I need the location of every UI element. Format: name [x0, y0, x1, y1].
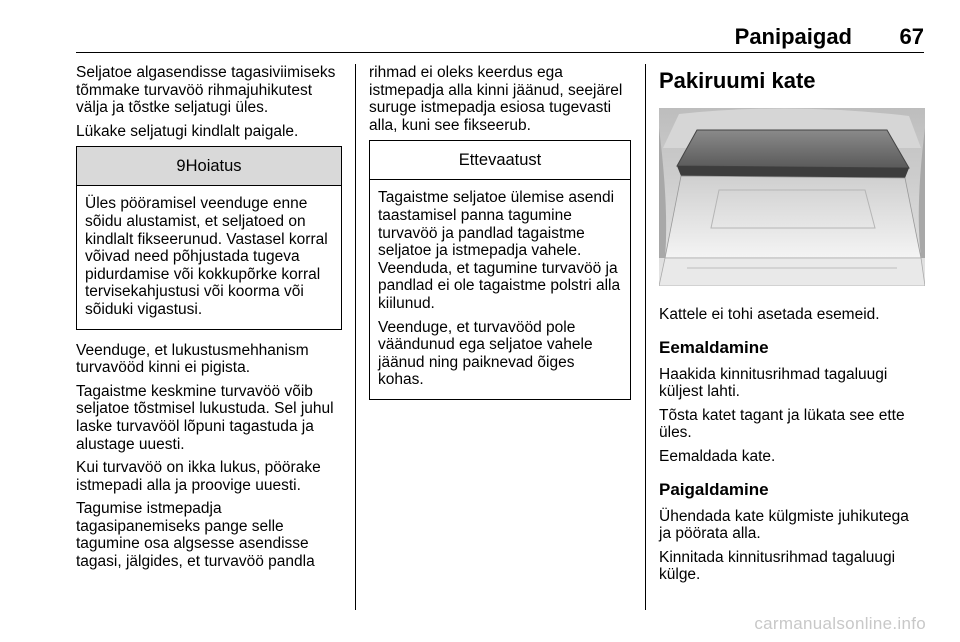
page-header-title: Panipaigad — [734, 24, 852, 49]
paragraph: Tagumise istmepadja tagasipanemiseks pange selle tagumine osa algsesse asendisse tagasi, jälgides, et turvavöö pandla — [76, 500, 315, 571]
subsection-title: Eemaldamine — [659, 337, 769, 357]
warning-text: Üles pööramisel veenduge enne sõidu alustamist, et seljatoed on kindlalt fikseerunud. Vastasel korral võivad need põhjustada tugeva pidurdamise või kokkupõrke korral tervisekahjustusi või koorma või sõiduki vigastusi. — [85, 195, 328, 318]
caution-box — [369, 140, 631, 400]
middle-column — [369, 64, 631, 412]
warning-box-header — [77, 147, 341, 186]
paragraph: Eemaldada kate. — [659, 447, 776, 465]
paragraph: Lükake seljatugi kindlalt paigale. — [76, 122, 299, 140]
paragraph: Veenduge, et lukustusmehhanism turvavööd kinni ei pigista. — [76, 341, 309, 377]
header-rule — [76, 52, 924, 53]
warning-title: Hoiatus — [185, 157, 242, 176]
paragraph: Ühendada kate külgmiste juhikutega ja pöörata alla. — [659, 507, 909, 543]
column-divider-1 — [355, 64, 356, 610]
cargo-cover-illustration — [659, 108, 925, 286]
page-number: 67 — [899, 24, 924, 49]
caution-box-header: Ettevaatust — [370, 141, 630, 180]
paragraph: rihmad ei oleks keerdus ega istmepadja alla kinni jäänud, seejärel suruge istmepadja esiosa tugevasti alla, kuni see fikseerub. — [369, 64, 623, 134]
left-column — [76, 64, 342, 577]
caution-text: Tagaistme seljatoe ülemise asendi taastamisel panna tagumine turvavöö ja pandlad tagaistme seljatoe ja istmepadja vahele. Veenduda, et tagumine turvavöö ja pandlad ei ole tagaistme polstri alla kiilunud. — [378, 189, 621, 312]
caution-text: Veenduge, et turvavööd pole väändunud ega seljatoe vahele jäänud ning paiknevad õiges kohas. — [378, 318, 593, 389]
watermark: carmanualsonline.info — [754, 614, 926, 633]
paragraph: Tagaistme keskmine turvavöö võib seljatoe tõstmisel lukustuda. Sel juhul laske turvavööl lõpuni tagastuda ja alustage uuesti. — [76, 382, 334, 453]
warning-icon: 9 — [176, 157, 186, 176]
warning-box — [76, 146, 342, 329]
subsection-title: Paigaldamine — [659, 479, 769, 499]
paragraph: Tõsta katet tagant ja lükata see ette üles. — [659, 406, 905, 442]
paragraph: Kattele ei tohi asetada esemeid. — [659, 306, 880, 323]
paragraph: Seljatoe algasendisse tagasiviimiseks tõmmake turvavöö rihmajuhikutest välja ja tõstke seljatugi üles. — [76, 64, 336, 117]
column-divider-2 — [645, 64, 646, 610]
paragraph: Kui turvavöö on ikka lukus, pöörake istmepadi alla ja proovige uuesti. — [76, 459, 321, 494]
section-title: Pakiruumi kate — [659, 68, 816, 93]
paragraph: Kinnitada kinnitusrihmad tagaluugi külge. — [659, 548, 896, 584]
right-column — [659, 64, 925, 590]
paragraph: Haakida kinnitusrihmad tagaluugi küljest lahti. — [659, 365, 888, 401]
